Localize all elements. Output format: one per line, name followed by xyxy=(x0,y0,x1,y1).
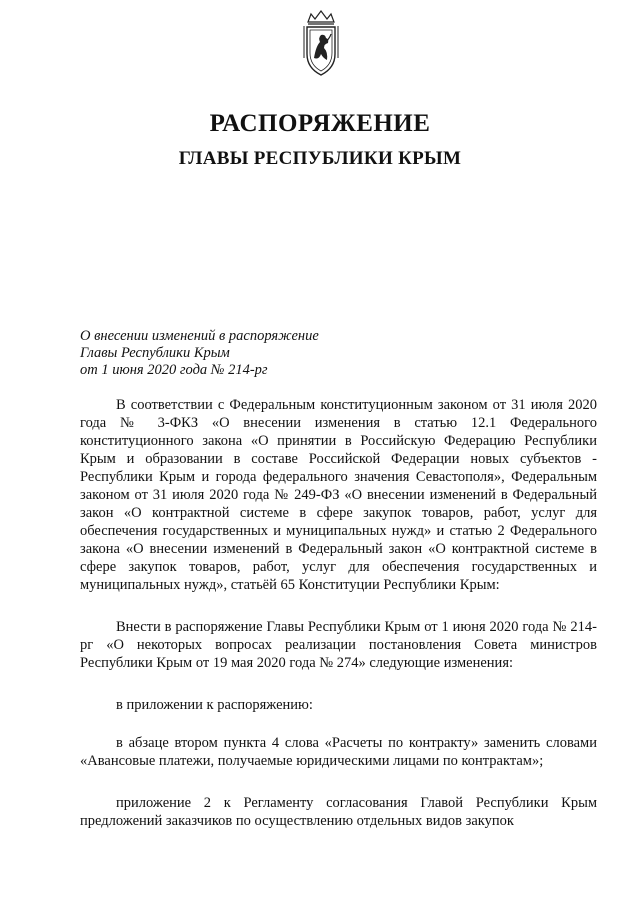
paragraph-appendix-2: приложение 2 к Регламенту согласования Главой Республики Крым предложений заказчиков по осуществлению отдельных видов закупок xyxy=(80,795,597,829)
document-subtitle: ГЛАВЫ РЕСПУБЛИКИ КРЫМ xyxy=(178,148,462,169)
paragraph-item-4-change: в абзаце втором пункта 4 слова «Расчеты по контракту» заменить словами «Авансовые платежи, получаемые юридическими лицами по контрактам»; xyxy=(80,735,597,769)
document-title: РАСПОРЯЖЕНИЕ xyxy=(209,110,431,137)
subject-line-2: Главы Республики Крым xyxy=(80,345,230,361)
coat-of-arms-icon xyxy=(302,8,340,80)
paragraph-amend-order: Внести в распоряжение Главы Республики Крым от 1 июня 2020 года № 214-рг «О некоторых вопросах реализации постановления Совета министров Республики Крым от 19 мая 2020 года № 274» следующие изменения: xyxy=(80,619,597,671)
subject-line-1: О внесении изменений в распоряжение xyxy=(80,328,319,344)
subject-line-3: от 1 июня 2020 года № 214-рг xyxy=(80,362,268,378)
document-subject xyxy=(80,328,319,379)
document-body xyxy=(80,396,597,830)
paragraph-legal-basis: В соответствии с Федеральным конституционным законом от 31 июля 2020 года № 3-ФКЗ «О внесении изменения в статью 12.1 Федерального конституционного закона «О принятии в Российскую Федерацию Республики Крым и образовании в составе Российской Федерации новых субъектов - Республики Крым и города федерального значения Севастополя», Федеральным законом от 31 июля 2020 года № 249-ФЗ «О внесении изменений в Федеральный закон «О контрактной системе в сфере закупок товаров, работ, услуг для обеспечения государственных и муниципальных нужд» и статью 2 Федерального закона «О внесении изменений в Федеральный закон «О контрактной системе в сфере закупок товаров, работ, услуг для обеспечения государственных и муниципальных нужд», статьёй 65 Конституции Республики Крым: xyxy=(80,397,597,593)
paragraph-appendix-intro: в приложении к распоряжению: xyxy=(116,697,313,713)
